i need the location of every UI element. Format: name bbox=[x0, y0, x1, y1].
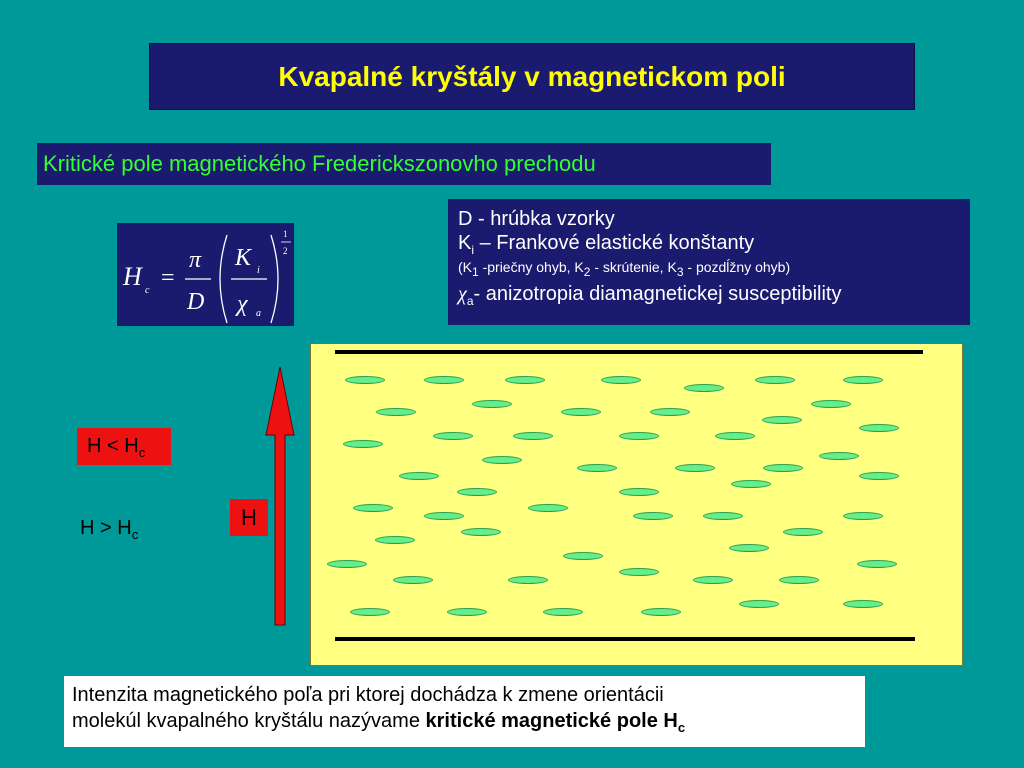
molecule bbox=[345, 376, 385, 384]
molecule bbox=[376, 408, 416, 416]
formula-k-sub: i bbox=[257, 265, 260, 276]
molecule bbox=[461, 528, 501, 536]
molecule bbox=[650, 408, 690, 416]
formula-h-sub: c bbox=[145, 285, 150, 296]
critical-field-formula bbox=[117, 223, 294, 326]
molecule bbox=[684, 384, 724, 392]
formula-right-paren bbox=[271, 235, 278, 323]
molecule bbox=[353, 504, 393, 512]
molecule bbox=[811, 400, 851, 408]
molecule bbox=[619, 568, 659, 576]
molecule bbox=[633, 512, 673, 520]
field-arrow-icon bbox=[263, 365, 297, 627]
title-banner bbox=[149, 43, 915, 110]
legend-box bbox=[448, 199, 970, 325]
molecule bbox=[561, 408, 601, 416]
molecule bbox=[424, 512, 464, 520]
molecule bbox=[779, 576, 819, 584]
definition-line-1: Intenzita magnetického poľa pri ktorej dochádza k zmene orientácii bbox=[72, 684, 664, 706]
formula-d: D bbox=[187, 289, 205, 315]
molecule bbox=[472, 400, 512, 408]
molecule bbox=[505, 376, 545, 384]
molecule bbox=[508, 576, 548, 584]
formula-pi: π bbox=[189, 247, 202, 273]
definition-term: kritické magnetické pole $H_c$ bbox=[425, 710, 686, 735]
molecule bbox=[731, 480, 771, 488]
molecule bbox=[859, 472, 899, 480]
molecule bbox=[528, 504, 568, 512]
liquid-crystal-cell bbox=[310, 343, 963, 666]
molecule bbox=[375, 536, 415, 544]
formula-box bbox=[117, 223, 294, 326]
legend-line-constants: ($K_1$ -priečny ohyb, $K_2$ - skrútenie, $K_3$ - pozdĺžny ohyb) bbox=[458, 259, 791, 280]
molecule bbox=[843, 600, 883, 608]
molecule bbox=[641, 608, 681, 616]
molecule bbox=[350, 608, 390, 616]
molecule bbox=[693, 576, 733, 584]
definition-box bbox=[64, 676, 865, 747]
molecule bbox=[729, 544, 769, 552]
slide-subtitle: Kritické pole magnetického Frederickszonovho prechodu bbox=[43, 151, 596, 176]
molecule bbox=[715, 432, 755, 440]
molecule bbox=[482, 456, 522, 464]
molecule bbox=[857, 560, 897, 568]
legend-line-thickness: D - hrúbka vzorky bbox=[458, 208, 615, 230]
formula-equals: = bbox=[161, 265, 175, 291]
label-h-greater-hc: $H > H_c$ bbox=[80, 517, 139, 542]
molecule bbox=[457, 488, 497, 496]
formula-exp-num: 1 bbox=[283, 229, 288, 239]
slide-title: Kvapalné kryštály v magnetickom poli bbox=[278, 60, 786, 92]
top-plate bbox=[335, 350, 923, 354]
formula-k: K bbox=[235, 245, 252, 271]
molecule bbox=[819, 452, 859, 460]
molecule bbox=[543, 608, 583, 616]
bottom-plate bbox=[335, 637, 915, 641]
molecule bbox=[577, 464, 617, 472]
molecule bbox=[762, 416, 802, 424]
molecule bbox=[343, 440, 383, 448]
legend-line-frank: $K_i$ – Frankové elastické konštanty bbox=[458, 232, 755, 257]
formula-chi-sub: a bbox=[256, 308, 261, 319]
molecule bbox=[859, 424, 899, 432]
legend-line-anisotropy: $\chi_a-$ anizotropia diamagnetickej susceptibility bbox=[458, 283, 842, 309]
formula-chi: χ bbox=[237, 291, 248, 317]
molecule bbox=[399, 472, 439, 480]
molecule bbox=[433, 432, 473, 440]
molecule bbox=[327, 560, 367, 568]
label-h-less-hc: $H < H_c$ bbox=[77, 428, 171, 465]
molecule bbox=[513, 432, 553, 440]
molecule bbox=[563, 552, 603, 560]
molecule bbox=[739, 600, 779, 608]
molecule bbox=[619, 432, 659, 440]
molecule bbox=[843, 512, 883, 520]
molecule bbox=[393, 576, 433, 584]
molecule bbox=[619, 488, 659, 496]
molecule bbox=[601, 376, 641, 384]
molecule bbox=[675, 464, 715, 472]
formula-h: H bbox=[123, 262, 142, 291]
molecule bbox=[703, 512, 743, 520]
formula-left-paren bbox=[220, 235, 227, 323]
molecule bbox=[755, 376, 795, 384]
molecule bbox=[424, 376, 464, 384]
molecule bbox=[763, 464, 803, 472]
molecule bbox=[843, 376, 883, 384]
subtitle-banner bbox=[37, 143, 771, 185]
definition-line-2: molekúl kvapalného kryštálu nazývame kritické magnetické pole $H_c$ bbox=[72, 710, 686, 735]
formula-exp-den: 2 bbox=[283, 246, 288, 256]
label-h: H bbox=[230, 499, 268, 536]
molecule bbox=[783, 528, 823, 536]
molecule bbox=[447, 608, 487, 616]
